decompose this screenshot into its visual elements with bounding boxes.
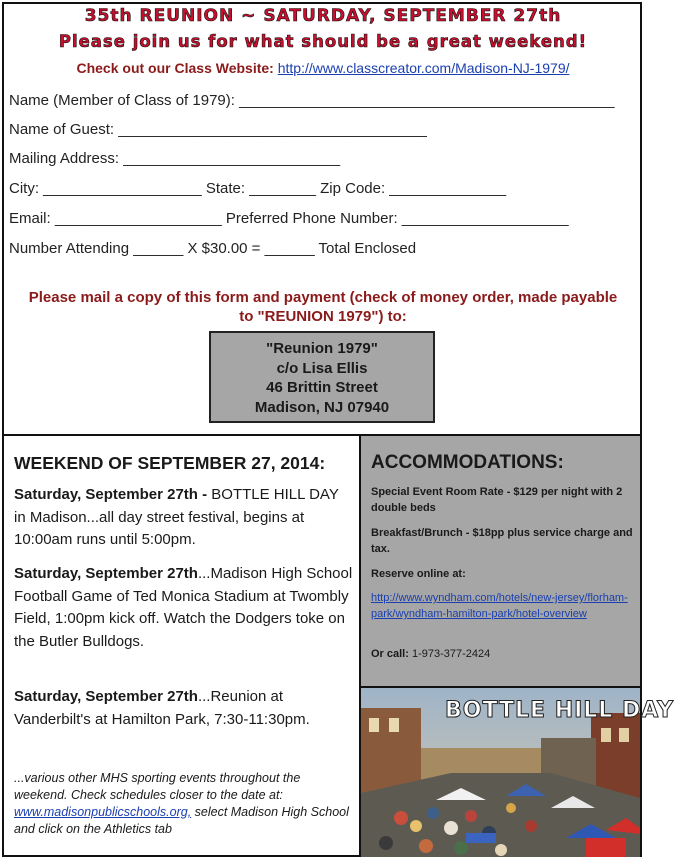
address-line-3: 46 Brittin Street xyxy=(266,379,378,396)
email-phone-field[interactable]: Email: ____________________ Preferred Phone Number: ____________________ xyxy=(9,210,569,227)
city-state-zip-field[interactable]: City: ___________________ State: ________ Zip Code: ______________ xyxy=(9,180,507,197)
accommodations-title: ACCOMMODATIONS: xyxy=(371,452,564,473)
note-text-post: select Madison High School and click on the Athletics tab xyxy=(14,805,349,836)
event-1-date: Saturday, September 27th - xyxy=(14,486,208,503)
photo-caption: BOTTLE HILL DAY xyxy=(445,698,674,723)
website-link[interactable]: http://www.classcreator.com/Madison-NJ-1979/ xyxy=(277,60,570,76)
event-2-text: ...Madison High School Football Game of Ted Monica Stadium at Twombly Field, 1:00pm kick off. Watch the Dodgers toke on the Butler Bulldogs. xyxy=(14,565,353,650)
event-football-game xyxy=(14,563,354,653)
attending-total-field[interactable]: Number Attending ______ X $30.00 = ______ Total Enclosed xyxy=(9,240,417,257)
mail-instructions: Please mail a copy of this form and payment (check of money order, made payable to "REUNION 1979") to: xyxy=(28,289,618,325)
address-line-4: Madison, NJ 07940 xyxy=(254,398,390,416)
event-1-text: BOTTLE HILL DAY in Madison...all day street festival, begins at 10:00am runs until 5:00pm. xyxy=(14,486,339,548)
mailing-address-box xyxy=(209,331,435,423)
phone-number: 1-973-377-2424 xyxy=(411,648,491,660)
call-line xyxy=(371,646,633,662)
website-label: Check out our Class Website: xyxy=(76,60,274,76)
name-field[interactable]: Name (Member of Class of 1979): _____________________________________________ xyxy=(9,92,615,109)
header-subtitle: Please join us for what should be a great weekend! xyxy=(58,32,588,51)
event-3-text: ...Reunion at Vanderbilt's at Hamilton Park, 7:30-11:30pm. xyxy=(14,688,310,728)
reserve-label: Reserve online at: xyxy=(371,568,466,580)
address-line-2: c/o Lisa Ellis xyxy=(276,359,368,377)
header-title: 35th REUNION ~ SATURDAY, SEPTEMBER 27th xyxy=(84,6,562,26)
reserve-link-wrap xyxy=(371,590,633,622)
hotel-link[interactable]: http://www.wyndham.com/hotels/new-jersey/florham-park/wyndham-hamilton-park/hotel-overview xyxy=(371,592,628,620)
guest-field[interactable]: Name of Guest: _____________________________________ xyxy=(9,121,427,138)
event-3-date: Saturday, September 27th xyxy=(14,688,198,705)
note-text-pre: ...various other MHS sporting events throughout the weekend. Check schedules closer to the date at: xyxy=(14,771,301,802)
address-line-1: "Reunion 1979" xyxy=(266,340,378,357)
accommodations-panel xyxy=(361,436,640,686)
weekend-title: WEEKEND OF SEPTEMBER 27, 2014: xyxy=(14,453,326,473)
event-2-date: Saturday, September 27th xyxy=(14,565,198,582)
room-rate: Special Event Room Rate - $129 per night with 2 double beds xyxy=(371,486,623,514)
event-reunion xyxy=(14,686,354,731)
schools-link[interactable]: www.madisonpublicschools.org, xyxy=(14,805,192,819)
call-label: Or call: xyxy=(371,648,409,660)
mailing-address-field[interactable]: Mailing Address: __________________________ xyxy=(9,150,341,167)
street-festival-photo xyxy=(361,686,674,857)
sporting-events-note xyxy=(14,770,354,838)
event-bottle-hill-day xyxy=(14,484,354,552)
breakfast-rate: Breakfast/Brunch - $18pp plus service charge and tax. xyxy=(371,527,633,555)
website-line xyxy=(0,60,646,76)
